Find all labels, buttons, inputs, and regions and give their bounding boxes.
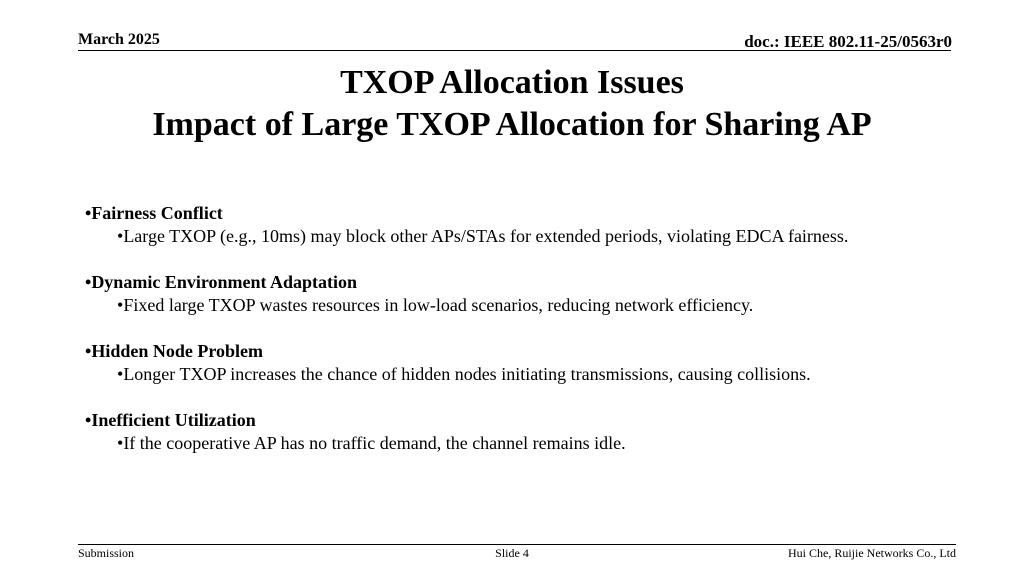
bullet-item-dynamic-environment — [85, 271, 965, 317]
bullet-item-inefficient-utilization — [85, 409, 965, 455]
footer-submission: Submission — [78, 546, 135, 560]
header-doc-id: doc.: IEEE 802.11-25/0563r0 — [744, 32, 952, 51]
bullet-icon: • — [85, 203, 92, 223]
slide-title-line-1: TXOP Allocation Issues — [340, 64, 684, 101]
bullet-heading-text: Hidden Node Problem — [91, 341, 263, 361]
slide-title-line-2: Impact of Large TXOP Allocation for Sharing AP — [152, 106, 872, 143]
sub-bullet — [85, 432, 965, 455]
sub-bullet — [85, 294, 965, 317]
bullet-item-hidden-node — [85, 340, 965, 386]
bullet-icon: • — [117, 295, 124, 315]
footer-slide-number: Slide 4 — [495, 546, 529, 560]
bullet-icon: • — [117, 433, 124, 453]
sub-bullet-text: Fixed large TXOP wastes resources in low-load scenarios, reducing network efficiency. — [123, 295, 754, 315]
sub-bullet — [85, 225, 965, 248]
bullet-icon: • — [117, 364, 124, 384]
footer-divider — [78, 544, 956, 545]
bullet-heading-text: Inefficient Utilization — [91, 410, 256, 430]
slide-content — [85, 202, 965, 478]
bullet-heading-text: Dynamic Environment Adaptation — [91, 272, 358, 292]
bullet-heading — [85, 202, 965, 225]
slide-title — [0, 62, 1024, 146]
bullet-heading-text: Fairness Conflict — [91, 203, 223, 223]
sub-bullet-text: Longer TXOP increases the chance of hidden nodes initiating transmissions, causing collisions. — [123, 364, 811, 384]
bullet-item-fairness — [85, 202, 965, 248]
bullet-heading — [85, 409, 965, 432]
bullet-heading — [85, 271, 965, 294]
sub-bullet-text: If the cooperative AP has no traffic demand, the channel remains idle. — [123, 433, 626, 453]
bullet-icon: • — [85, 272, 92, 292]
footer-author: Hui Che, Ruijie Networks Co., Ltd — [788, 546, 956, 560]
bullet-icon: • — [85, 410, 92, 430]
bullet-heading — [85, 340, 965, 363]
header-date: March 2025 — [78, 31, 160, 48]
bullet-icon: • — [85, 341, 92, 361]
header-divider — [78, 50, 951, 51]
sub-bullet — [85, 363, 965, 386]
sub-bullet-text: Large TXOP (e.g., 10ms) may block other APs/STAs for extended periods, violating EDCA fairness. — [123, 226, 849, 246]
bullet-icon: • — [117, 226, 124, 246]
